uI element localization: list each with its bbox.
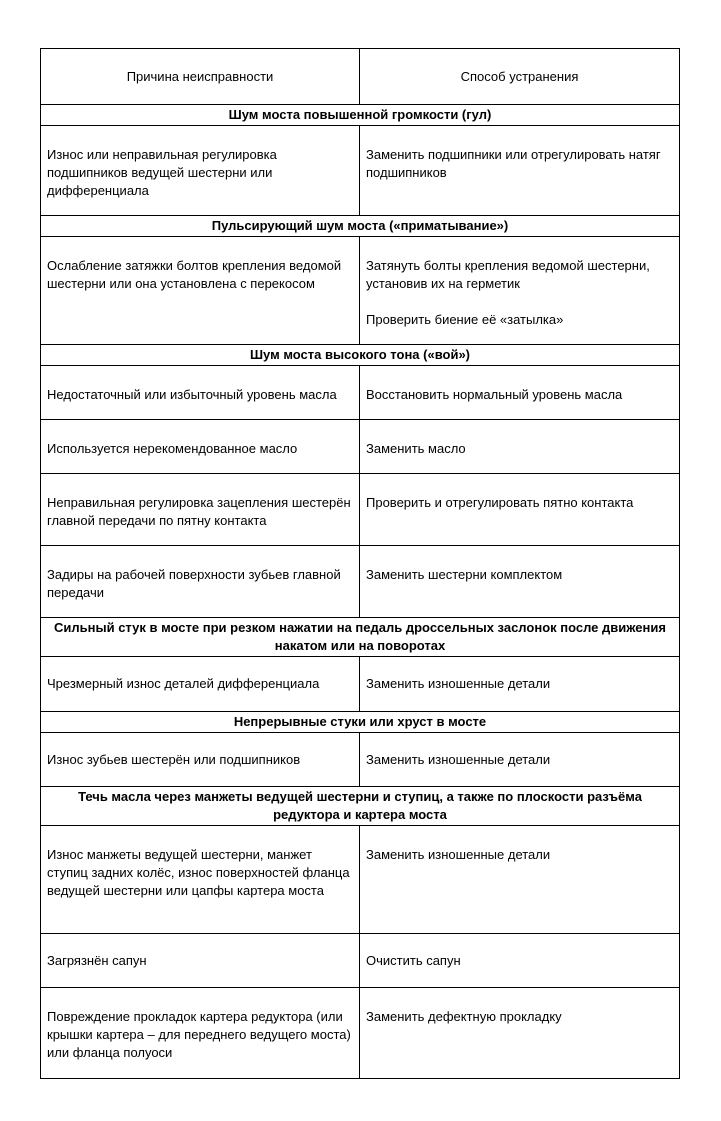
remedy-text-secondary: Проверить биение её «затылка» (366, 312, 564, 327)
cause-cell: Износ манжеты ведущей шестерни, манжет ступиц задних колёс, износ поверхностей фланца ведущей шестерни или цапфы картера моста (41, 826, 360, 934)
remedy-cell: Заменить изношенные детали (360, 733, 680, 787)
section-title: Пульсирующий шум моста («приматывание») (41, 216, 680, 237)
table-row (41, 420, 680, 474)
table-row (41, 366, 680, 420)
remedy-cell: Заменить изношенные детали (360, 826, 680, 934)
section-title-row (41, 712, 680, 733)
troubleshooting-table (40, 48, 680, 1079)
remedy-cell: Заменить масло (360, 420, 680, 474)
remedy-cell: Заменить подшипники или отрегулировать натяг подшипников (360, 126, 680, 216)
remedy-cell: Заменить шестерни комплектом (360, 546, 680, 618)
section-title: Шум моста высокого тона («вой») (41, 345, 680, 366)
remedy-cell: Очистить сапун (360, 934, 680, 988)
section-title: Непрерывные стуки или хруст в мосте (41, 712, 680, 733)
cause-cell: Загрязнён сапун (41, 934, 360, 988)
table-row (41, 988, 680, 1079)
table-header-row (41, 49, 680, 105)
section-title-row (41, 345, 680, 366)
section-title: Течь масла через манжеты ведущей шестерни и ступиц, а также по плоскости разъёма редуктора и картера моста (41, 787, 680, 826)
cause-cell: Повреждение прокладок картера редуктора (или крышки картера – для переднего ведущего моста) или фланца полуоси (41, 988, 360, 1079)
table-row (41, 826, 680, 934)
table-row (41, 934, 680, 988)
table-row (41, 733, 680, 787)
cause-cell: Износ зубьев шестерён или подшипников (41, 733, 360, 787)
section-title-row (41, 105, 680, 126)
remedy-cell: Восстановить нормальный уровень масла (360, 366, 680, 420)
remedy-cell: Заменить дефектную прокладку (360, 988, 680, 1079)
cause-cell: Неправильная регулировка зацепления шестерён главной передачи по пятну контакта (41, 474, 360, 546)
section-title-row (41, 618, 680, 657)
remedy-cell: Заменить изношенные детали (360, 657, 680, 712)
cause-cell: Износ или неправильная регулировка подшипников ведущей шестерни или дифференциала (41, 126, 360, 216)
section-title: Сильный стук в мосте при резком нажатии на педаль дроссельных заслонок после движения накатом или на поворотах (41, 618, 680, 657)
remedy-text: Затянуть болты крепления ведомой шестерни, установив их на герметик (366, 258, 650, 291)
section-title: Шум моста повышенной громкости (гул) (41, 105, 680, 126)
table-row (41, 657, 680, 712)
cause-cell: Чрезмерный износ деталей дифференциала (41, 657, 360, 712)
remedy-cell (360, 237, 680, 345)
table-row (41, 237, 680, 345)
table-row (41, 126, 680, 216)
remedy-cell: Проверить и отрегулировать пятно контакта (360, 474, 680, 546)
section-title-row (41, 787, 680, 826)
cause-cell: Задиры на рабочей поверхности зубьев главной передачи (41, 546, 360, 618)
cause-cell: Недостаточный или избыточный уровень масла (41, 366, 360, 420)
header-cause: Причина неисправности (41, 49, 360, 105)
table-row (41, 546, 680, 618)
cause-cell: Используется нерекомендованное масло (41, 420, 360, 474)
cause-cell: Ослабление затяжки болтов крепления ведомой шестерни или она установлена с перекосом (41, 237, 360, 345)
header-remedy: Способ устранения (360, 49, 680, 105)
section-title-row (41, 216, 680, 237)
table-row (41, 474, 680, 546)
